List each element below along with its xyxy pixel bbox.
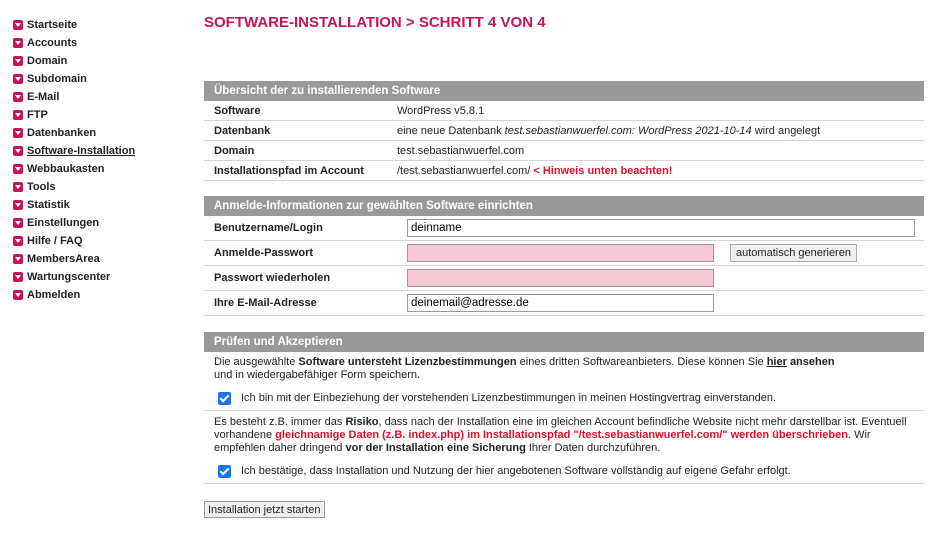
license-text <box>204 352 924 386</box>
sidebar-item-label: MembersArea <box>27 253 100 265</box>
accept-header: Prüfen und Akzeptieren <box>204 332 924 352</box>
text: Ihrer Daten durchzuführen. <box>525 442 661 454</box>
sidebar-item-tools[interactable] <box>13 178 183 196</box>
arrow-down-icon <box>13 56 23 66</box>
arrow-down-icon <box>13 146 23 156</box>
password-repeat-input[interactable] <box>407 269 714 287</box>
sidebar-item-label: FTP <box>27 109 48 121</box>
start-installation-button[interactable]: Installation jetzt starten <box>204 501 325 518</box>
arrow-down-icon <box>13 236 23 246</box>
text: . Wir empfehlen daher dringend <box>214 429 871 454</box>
arrow-down-icon <box>13 74 23 84</box>
sidebar-item-membersarea[interactable] <box>13 250 183 268</box>
license-link[interactable]: hier <box>766 356 787 368</box>
sidebar-item-label: E-Mail <box>27 91 60 103</box>
sidebar-item-wartungscenter[interactable] <box>13 268 183 286</box>
risk-checkbox[interactable] <box>218 465 231 478</box>
value-prefix: eine neue Datenbank <box>397 124 505 137</box>
username-row <box>204 216 924 241</box>
sidebar-item-software-installation[interactable] <box>13 142 183 160</box>
license-check-row <box>204 386 924 410</box>
row-label: Datenbank <box>214 124 271 137</box>
text: , dass nach der Installation eine im gleichen Account befindliche Website nicht mehr darstellbar ist. Eventuell vorhandene <box>214 416 907 441</box>
risk-check-label: Ich bestätige, dass Installation und Nutzung der hier angebotenen Software vollständig auf eigene Gefahr erfolgt. <box>241 465 791 477</box>
license-check-label: Ich bin mit der Einbeziehung der vorstehenden Lizenzbestimmungen in meinen Hostingvertrag einverstanden. <box>241 392 777 404</box>
sidebar-nav <box>13 16 183 304</box>
row-label: Installationspfad im Account <box>214 164 364 177</box>
row-label: Software <box>214 104 261 117</box>
arrow-down-icon <box>13 20 23 30</box>
sidebar-item-label: Software-Installation <box>27 145 136 157</box>
arrow-down-icon <box>13 200 23 210</box>
value-suffix: wird angelegt <box>751 124 821 137</box>
row-value: test.sebastianwuerfel.com <box>397 144 525 157</box>
license-checkbox[interactable] <box>218 392 231 405</box>
email-label: Ihre E-Mail-Adresse <box>214 297 317 309</box>
page-title: SOFTWARE-INSTALLATION > SCHRITT 4 VON 4 <box>204 14 546 31</box>
text-bold: ansehen <box>789 356 835 368</box>
text: Die ausgewählte <box>214 356 299 368</box>
path-value: /test.sebastianwuerfel.com/ <box>397 164 531 177</box>
email-row <box>204 291 924 316</box>
sidebar-item-label: Hilfe / FAQ <box>27 235 83 247</box>
sidebar-item-startseite[interactable] <box>13 16 183 34</box>
sidebar-item-label: Subdomain <box>27 73 87 85</box>
arrow-down-icon <box>13 92 23 102</box>
sidebar-item-subdomain[interactable] <box>13 70 183 88</box>
sidebar-item-webbaukasten[interactable] <box>13 160 183 178</box>
accept-section <box>204 332 924 484</box>
risk-text <box>204 411 924 459</box>
table-row <box>204 141 924 161</box>
password-row <box>204 241 924 266</box>
text-bold: Risiko <box>345 416 379 428</box>
sidebar-item-statistik[interactable] <box>13 196 183 214</box>
login-header: Anmelde-Informationen zur gewählten Software einrichten <box>204 196 924 216</box>
row-value: WordPress v5.8.1 <box>397 104 485 117</box>
arrow-down-icon <box>13 218 23 228</box>
sidebar-item-label: Domain <box>27 55 68 67</box>
value-italic: test.sebastianwuerfel.com: WordPress 2021-10-14 <box>504 124 752 137</box>
sidebar-item-datenbanken[interactable] <box>13 124 183 142</box>
generate-password-button[interactable]: automatisch generieren <box>730 244 857 262</box>
row-value <box>397 125 924 137</box>
sidebar-item-email[interactable] <box>13 88 183 106</box>
arrow-down-icon <box>13 290 23 300</box>
sidebar-item-domain[interactable] <box>13 52 183 70</box>
table-row <box>204 101 924 121</box>
arrow-down-icon <box>13 38 23 48</box>
row-label: Domain <box>214 144 255 157</box>
text: eines dritten Softwareanbieters. Diese können Sie <box>516 356 767 368</box>
sidebar-item-einstellungen[interactable] <box>13 214 183 232</box>
login-section <box>204 196 924 316</box>
password-input[interactable] <box>407 244 714 262</box>
sidebar-item-label: Startseite <box>27 19 78 31</box>
sidebar-item-label: Tools <box>27 181 56 193</box>
text: und in wiedergabefähiger Form speichern. <box>214 369 421 381</box>
sidebar-item-hilfe-faq[interactable] <box>13 232 183 250</box>
sidebar-item-ftp[interactable] <box>13 106 183 124</box>
text: Es besteht z.B. immer das <box>214 416 346 428</box>
username-input[interactable] <box>407 219 915 237</box>
sidebar-item-label: Accounts <box>27 37 78 49</box>
sidebar-item-label: Einstellungen <box>27 217 100 229</box>
sidebar-item-accounts[interactable] <box>13 34 183 52</box>
arrow-down-icon <box>13 182 23 192</box>
sidebar-item-label: Wartungscenter <box>27 271 111 283</box>
password-repeat-row <box>204 266 924 291</box>
table-row <box>204 161 924 181</box>
arrow-down-icon <box>13 272 23 282</box>
sidebar-item-label: Abmelden <box>27 289 81 301</box>
text-bold: vor der Installation eine Sicherung <box>345 442 526 454</box>
arrow-down-icon <box>13 110 23 120</box>
overview-section <box>204 81 924 181</box>
arrow-down-icon <box>13 164 23 174</box>
arrow-down-icon <box>13 254 23 264</box>
text-bold: Software untersteht Lizenzbestimmungen <box>298 356 517 368</box>
risk-check-row <box>204 459 924 483</box>
sidebar-item-label: Datenbanken <box>27 127 97 139</box>
row-value <box>397 165 924 177</box>
password-label: Anmelde-Passwort <box>214 247 314 259</box>
email-field[interactable] <box>407 294 714 312</box>
sidebar-item-label: Statistik <box>27 199 70 211</box>
arrow-down-icon <box>13 128 23 138</box>
hint-notice: < Hinweis unten beachten! <box>533 164 673 177</box>
warning-text: gleichnamige Daten (z.B. index.php) im Installationspfad "/test.sebastianwuerfel.com/" werden überschrieben <box>275 429 848 441</box>
sidebar-item-abmelden[interactable] <box>13 286 183 304</box>
sidebar-item-label: Webbaukasten <box>27 163 105 175</box>
overview-header: Übersicht der zu installierenden Software <box>204 81 924 101</box>
divider <box>204 483 924 484</box>
table-row <box>204 121 924 141</box>
username-label: Benutzername/Login <box>214 222 323 234</box>
password-repeat-label: Passwort wiederholen <box>214 272 331 284</box>
